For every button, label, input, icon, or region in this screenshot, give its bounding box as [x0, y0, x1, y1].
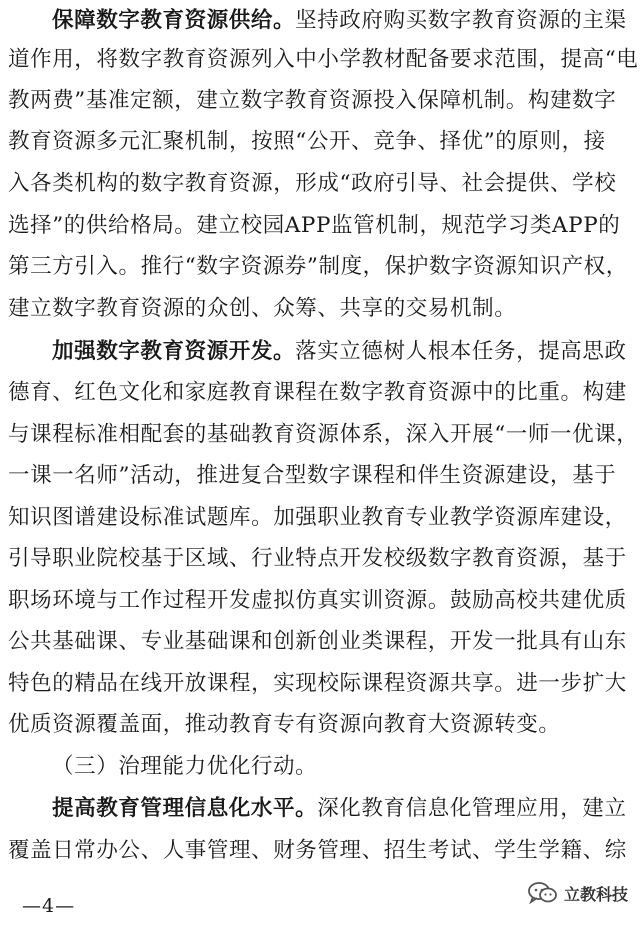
watermark: [528, 878, 628, 908]
paragraph-1-line-6: 选择”的供给格局。建立校园APP监管机制，规范学习类APP的: [8, 213, 621, 238]
paragraph-2-line-9: 特色的精品在线开放课程，实现校际课程资源共享。进一步扩大: [8, 671, 627, 696]
paragraph-1-line-4: 教育资源多元汇聚机制，按照“公开、竞争、择优”的原则，接: [8, 129, 606, 154]
paragraph-2-line-5: 知识图谱建设标准试题库。加强职业教育专业教学资源库建设，: [8, 505, 627, 530]
section-title: （三）治理能力优化行动。: [52, 754, 318, 779]
paragraph-1-line-5: 入各类机构的数字教育资源，形成“政府引导、社会提供、学校: [8, 171, 617, 196]
paragraph-1-line-3: 教两费”基准定额，建立数字教育资源投入保障机制。构建数字: [8, 88, 617, 113]
paragraph-heading: 提高教育管理信息化水平。: [52, 796, 318, 821]
paragraph-2-line-4: 一课一名师”活动，推进复合型数字课程和伴生资源建设，基于: [8, 463, 617, 488]
paragraph-2-line-1: 加强数字教育资源开发。落实立德树人根本任务，提高思政: [52, 339, 627, 364]
paragraph-2-line-7: 职场环境与工作过程开发虚拟仿真实训资源。鼓励高校共建优质: [8, 588, 627, 613]
paragraph-heading: 保障数字教育资源供给。: [52, 8, 296, 33]
paragraph-2-line-10: 优质资源覆盖面，推动教育专有资源向教育大资源转变。: [8, 712, 561, 737]
paragraph-2-line-8: 公共基础课、专业基础课和创新创业类课程，开发一批具有山东: [8, 629, 627, 654]
watermark-text: 立教科技: [564, 884, 629, 904]
paragraph-heading: 加强数字教育资源开发。: [52, 339, 296, 364]
paragraph-3-line-2: 覆盖日常办公、人事管理、财务管理、招生考试、学生学籍、综: [8, 838, 627, 863]
page-number: —4—: [22, 895, 76, 917]
paragraph-2-line-6: 引导职业院校基于区域、行业特点开发校级数字教育资源，基于: [8, 546, 627, 571]
paragraph-2-line-3: 与课程标准相配套的基础教育资源体系，深入开展“一师一优课，: [8, 422, 639, 447]
paragraph-2-line-2: 德育、红色文化和家庭教育课程在数字教育资源中的比重。构建: [8, 380, 627, 405]
paragraph-1-line-1: 保障数字教育资源供给。坚持政府购买数字教育资源的主渠: [52, 8, 627, 33]
paragraph-3-line-1: 提高教育管理信息化水平。深化教育信息化管理应用，建立: [52, 796, 627, 821]
paragraph-1-line-2: 道作用，将数字教育资源列入中小学教材配备要求范围，提高“电: [8, 47, 639, 72]
wechat-icon: [528, 881, 558, 905]
paragraph-1-line-8: 建立数字教育资源的众创、众筹、共享的交易机制。: [8, 296, 517, 321]
paragraph-1-line-7: 第三方引入。推行“数字资源券”制度，保护数字资源知识产权，: [8, 254, 628, 279]
